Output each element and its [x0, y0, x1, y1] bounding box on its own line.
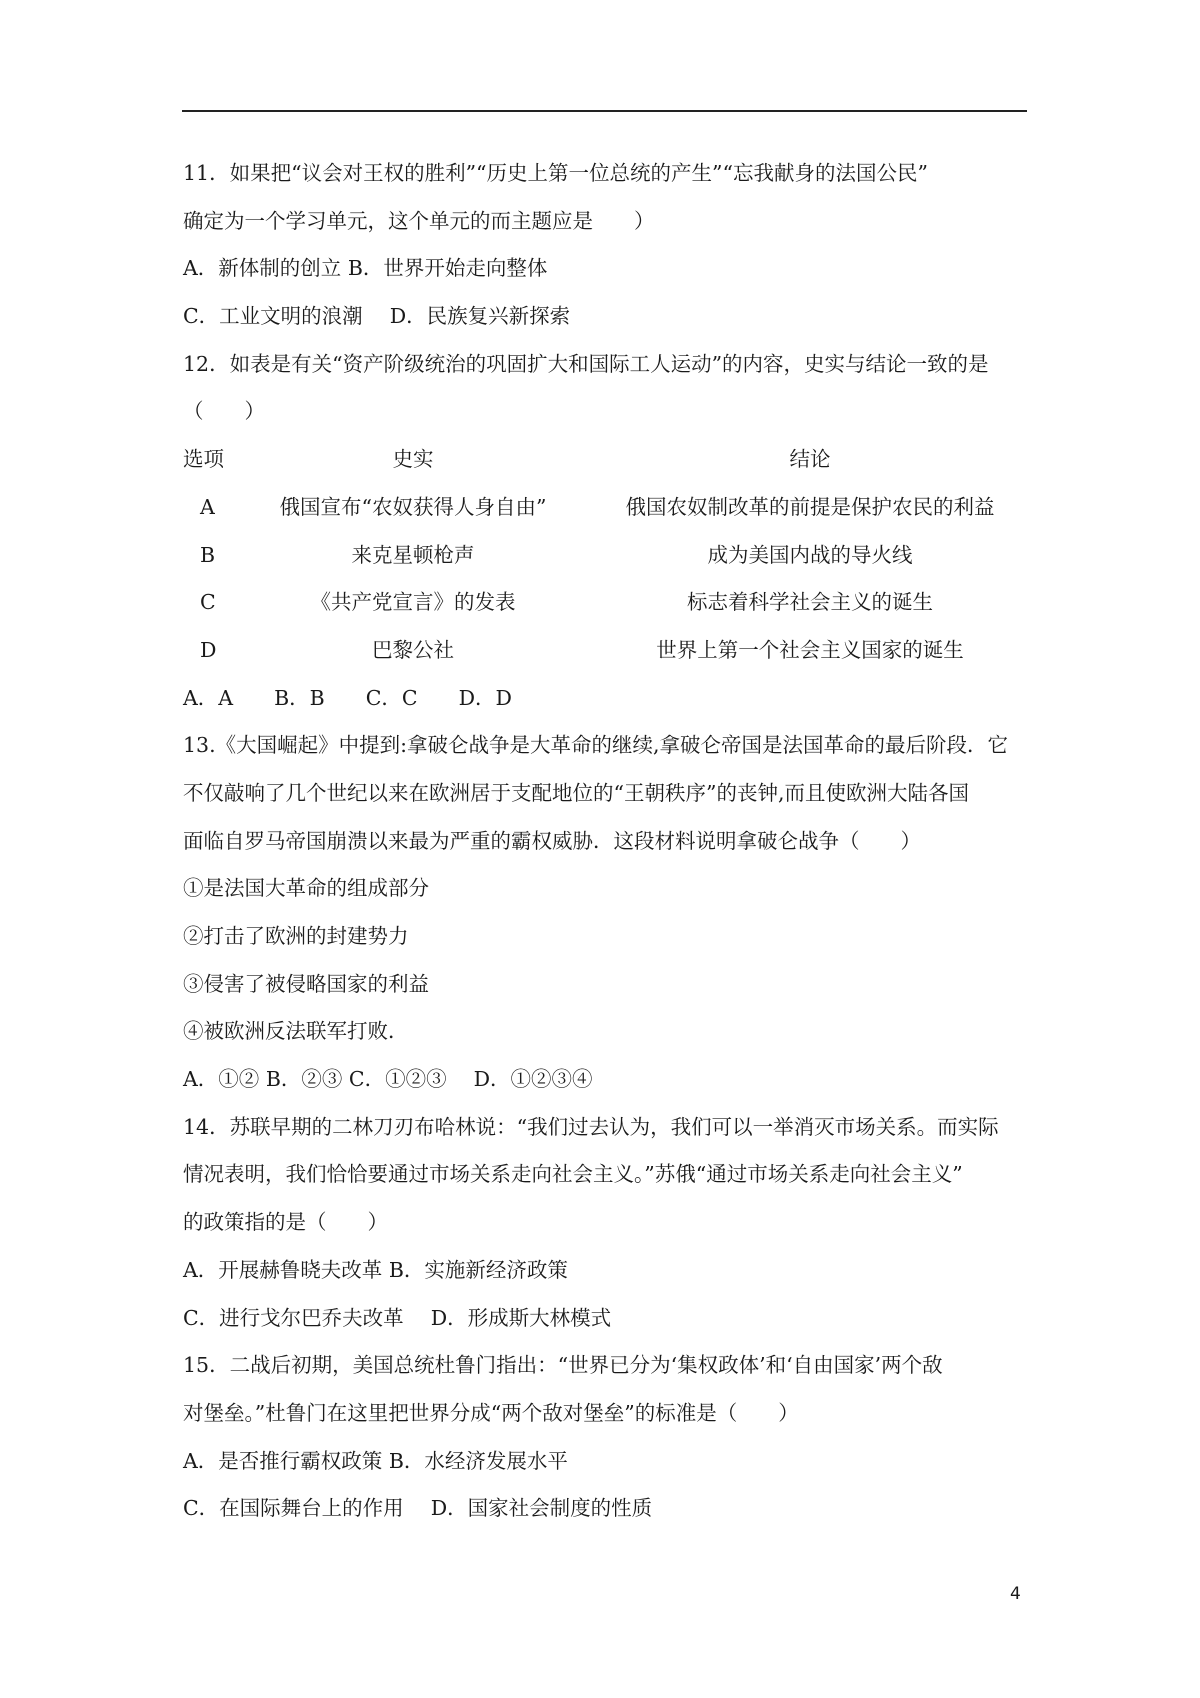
table-cell-fact: 俄国宣布“农奴获得人身自由” [279, 494, 547, 519]
question-11-stem-line-1: 11．如果把“议会对王权的胜利”“历史上第一位总统的产生”“忘我献身的法国公民” [183, 161, 928, 185]
table-cell-fact: 巴黎公社 [372, 637, 454, 662]
table-cell-option: C [200, 590, 216, 615]
question-13-statement-3: ③侵害了被侵略国家的利益 [183, 971, 429, 996]
question-12-stem-line-2: （ ） [183, 399, 265, 424]
question-14-stem-line-3: 的政策指的是（ ） [183, 1210, 388, 1235]
table-cell-option: D [200, 637, 217, 662]
question-13-statement-4: ④被欧洲反法联军打败． [183, 1019, 409, 1044]
question-13-statement-2: ②打击了欧洲的封建势力 [183, 924, 409, 948]
question-12-stem-line-1: 12．如表是有关“资产阶级统治的巩固扩大和国际工人运动”的内容，史实与结论一致的是 [183, 351, 989, 376]
question-14-stem-line-2: 情况表明，我们恰恰要通过市场关系走向社会主义。”苏俄“通过市场关系走向社会主义” [183, 1162, 963, 1187]
question-15-options-cd: C．在国际舞台上的作用 D．国家社会制度的性质 [183, 1496, 653, 1521]
question-14-stem-line-1: 14．苏联早期的二林刀刃布哈林说：“我们过去认为，我们可以一举消灭市场关系。而实际 [183, 1114, 999, 1139]
question-15-options-ab: A．是否推行霸权政策 B．水经济发展水平 [183, 1448, 568, 1473]
table-cell-conclusion: 世界上第一个社会主义国家的诞生 [656, 637, 964, 662]
question-13-stem-line-3: 面临自罗马帝国崩溃以来最为严重的霸权威胁．这段材料说明拿破仑战争（ ） [183, 828, 921, 853]
question-11-options-ab: A．新体制的创立 B．世界开始走向整体 [183, 256, 548, 281]
question-13-stem-line-2: 不仅敲响了几个世纪以来在欧洲居于支配地位的“王朝秩序”的丧钟,而且使欧洲大陆各国 [183, 780, 969, 805]
table-cell-fact: 《共产党宣言》的发表 [310, 590, 516, 615]
question-11 [183, 150, 1031, 341]
question-15-stem-line-2: 对堡垒。”杜鲁门在这里把世界分成“两个敌对堡垒”的标准是（ ） [183, 1400, 799, 1425]
table-header-option: 选项 [183, 447, 224, 472]
question-13 [183, 722, 1031, 1104]
question-12 [183, 341, 1031, 723]
table-cell-option: A [200, 494, 215, 519]
table-row [183, 627, 1031, 675]
question-12-table [183, 436, 1031, 674]
table-cell-fact: 来克星顿枪声 [351, 542, 475, 567]
question-11-stem-line-2: 确定为一个学习单元，这个单元的而主题应是 ） [183, 208, 655, 233]
page-content [183, 150, 1031, 1533]
question-11-options-cd: C．工业文明的浪潮 D．民族复兴新探索 [183, 304, 571, 329]
question-15-stem-line-1: 15．二战后初期，美国总统杜鲁门指出：“世界已分为‘集权政体’和‘自由国家’两个敌 [183, 1353, 943, 1378]
table-row [183, 579, 1031, 627]
page-number: 4 [1010, 1584, 1021, 1604]
table-row [183, 532, 1031, 580]
table-header-fact: 史实 [392, 447, 434, 472]
table-header-conclusion: 结论 [789, 447, 831, 472]
question-13-options: A．①② B．②③ C．①②③ D．①②③④ [183, 1067, 593, 1092]
table-cell-option: B [200, 542, 216, 567]
question-12-options: A．A B．B C．C D．D [183, 685, 512, 710]
table-header-row [183, 436, 1031, 484]
header-rule [182, 110, 1027, 112]
table-cell-conclusion: 俄国农奴制改革的前提是保护农民的利益 [625, 494, 995, 519]
question-15 [183, 1342, 1031, 1533]
question-14-options-cd: C．进行戈尔巴乔夫改革 D．形成斯大林模式 [183, 1305, 612, 1330]
question-14-options-ab: A．开展赫鲁晓夫改革 B．实施新经济政策 [183, 1257, 568, 1282]
table-cell-conclusion: 成为美国内战的导火线 [707, 542, 913, 567]
table-row [183, 484, 1031, 532]
question-14 [183, 1104, 1031, 1342]
question-13-stem-line-1: 13.《大国崛起》中提到:拿破仑战争是大革命的继续,拿破仑帝国是法国革命的最后阶段．它 [183, 733, 1009, 758]
question-13-statement-1: ①是法国大革命的组成部分 [183, 876, 429, 901]
table-cell-conclusion: 标志着科学社会主义的诞生 [687, 590, 933, 615]
